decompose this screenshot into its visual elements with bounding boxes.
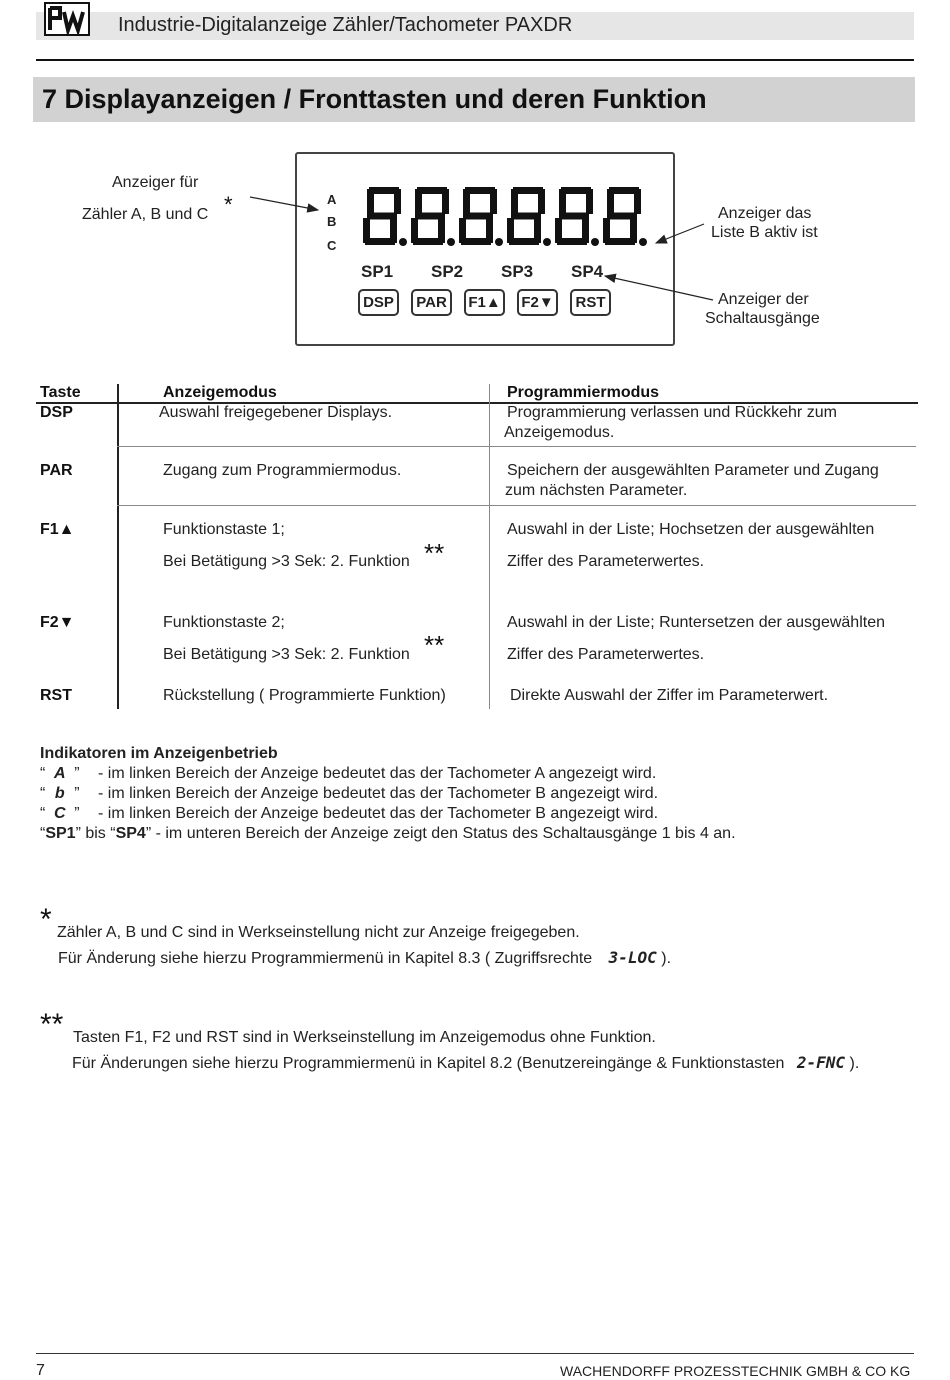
table-divider-1 xyxy=(117,384,119,709)
footnote-2-marker: ** xyxy=(40,1008,64,1041)
segment-glyph-c: C xyxy=(54,805,66,822)
label-list-b-indicator-2: Liste B aktiv ist xyxy=(711,224,818,241)
row-key-f1: F1▲ xyxy=(40,521,75,538)
dsp-button[interactable]: DSP xyxy=(358,289,399,316)
row-f1-program-2: Ziffer des Parameterwertes. xyxy=(507,553,705,570)
indicator-line-sp: “SP1” bis “SP4” - im unteren Bereich der Anzeige zeigt den Status des Schaltausgänge 1 bis 4 an. xyxy=(40,825,736,842)
footnote-1-line-2: Für Änderung siehe hierzu Programmiermenü in Kapitel 8.3 ( Zugriffsrechte 3-LOC ). xyxy=(58,948,672,967)
callout-arrows xyxy=(0,0,950,380)
label-counter-indicator-1: Anzeiger für xyxy=(112,174,199,191)
table-header-display-mode: Anzeigemodus xyxy=(163,384,277,401)
row-dsp-program-1: Programmierung verlassen und Rückkehr zum xyxy=(507,404,837,421)
row-f2-display-2: Bei Betätigung >3 Sek: 2. Funktion xyxy=(163,646,410,663)
label-output-indicator-2: Schaltausgänge xyxy=(705,310,820,327)
label-output-indicator-1: Anzeiger der xyxy=(718,291,809,308)
segment-code-3-loc: 3-LOC xyxy=(608,948,657,967)
footnote-star-marker: * xyxy=(224,192,233,217)
indicator-c: C xyxy=(327,238,337,253)
page-number: 7 xyxy=(36,1362,45,1379)
row-par-program-1: Speichern der ausgewählten Parameter und Zugang xyxy=(507,462,879,479)
row-key-par: PAR xyxy=(40,462,73,479)
row-f1-display-2: Bei Betätigung >3 Sek: 2. Funktion xyxy=(163,553,410,570)
row-f2-display-1: Funktionstaste 2; xyxy=(163,614,285,631)
indicator-line-a: “ A ” - im linken Bereich der Anzeige bedeutet das der Tachometer A angezeigt wird. xyxy=(40,765,657,782)
row-f2-program-2: Ziffer des Parameterwertes. xyxy=(507,646,705,663)
setpoint-sp2: SP2 xyxy=(431,262,464,281)
footnote-2-line-2: Für Änderungen siehe hierzu Programmiermenü in Kapitel 8.2 (Benutzereingänge & Funktionstasten 2-FNC ). xyxy=(72,1053,860,1072)
row-rule xyxy=(117,505,916,506)
segment-code-2-fnc: 2-FNC xyxy=(796,1053,846,1072)
indicator-line-b: “ b ” - im linken Bereich der Anzeige bedeutet das der Tachometer B angezeigt wird. xyxy=(40,785,659,802)
row-f1-display-1: Funktionstaste 1; xyxy=(163,521,285,538)
table-divider-2 xyxy=(489,384,490,709)
row-dsp-program-2: Anzeigemodus. xyxy=(504,424,615,441)
segment-glyph-b: b xyxy=(54,785,65,802)
f2-button[interactable]: F2▼ xyxy=(517,289,558,316)
row-key-f2: F2▼ xyxy=(40,614,75,631)
row-rule xyxy=(117,446,916,447)
row-f2-program-1: Auswahl in der Liste; Runtersetzen der ausgewählten xyxy=(507,614,885,631)
row-key-dsp: DSP xyxy=(40,404,73,421)
f1-button[interactable]: F1▲ xyxy=(464,289,505,316)
setpoint-sp3: SP3 xyxy=(501,262,534,281)
setpoint-sp1: SP1 xyxy=(361,262,394,281)
indicator-b: B xyxy=(327,214,337,229)
section-title: 7 Displayanzeigen / Fronttasten und deren Funktion xyxy=(42,84,707,114)
segment-glyph-a: A xyxy=(54,765,66,782)
document-title: Industrie-Digitalanzeige Zähler/Tachometer PAXDR xyxy=(118,14,573,36)
setpoint-sp4: SP4 xyxy=(571,262,604,281)
row-rst-program: Direkte Auswahl der Ziffer im Parameterwert. xyxy=(510,687,829,704)
row-f2-footnote-marker: ** xyxy=(424,630,445,660)
row-rst-display: Rückstellung ( Programmierte Funktion) xyxy=(163,687,446,704)
footer-divider xyxy=(36,1353,914,1354)
footnote-1-marker: * xyxy=(40,903,52,936)
footnote-2-line-1: Tasten F1, F2 und RST sind in Werkseinstellung im Anzeigemodus ohne Funktion. xyxy=(73,1029,656,1046)
table-header-key: Taste xyxy=(40,384,81,401)
label-list-b-indicator-1: Anzeiger das xyxy=(718,205,812,222)
row-f1-footnote-marker: ** xyxy=(424,538,445,568)
label-counter-indicator-2: Zähler A, B und C xyxy=(82,206,209,223)
indicator-a: A xyxy=(327,192,337,207)
indicators-heading: Indikatoren im Anzeigenbetrieb xyxy=(40,745,278,762)
footer-company: WACHENDORFF PROZESSTECHNIK GMBH & CO KG xyxy=(560,1363,911,1379)
indicator-line-c: “ C ” - im linken Bereich der Anzeige bedeutet das der Tachometer B angezeigt wird. xyxy=(40,805,659,822)
rst-button[interactable]: RST xyxy=(570,289,611,316)
par-button[interactable]: PAR xyxy=(411,289,452,316)
row-dsp-display: Auswahl freigegebener Displays. xyxy=(159,404,393,421)
row-key-rst: RST xyxy=(40,687,72,704)
table-header-program-mode: Programmiermodus xyxy=(507,384,660,401)
row-par-program-2: zum nächsten Parameter. xyxy=(505,482,688,499)
row-f1-program-1: Auswahl in der Liste; Hochsetzen der ausgewählten xyxy=(507,521,875,538)
footnote-1-line-1: Zähler A, B und C sind in Werkseinstellung nicht zur Anzeige freigegeben. xyxy=(57,924,580,941)
row-par-display: Zugang zum Programmiermodus. xyxy=(163,462,402,479)
